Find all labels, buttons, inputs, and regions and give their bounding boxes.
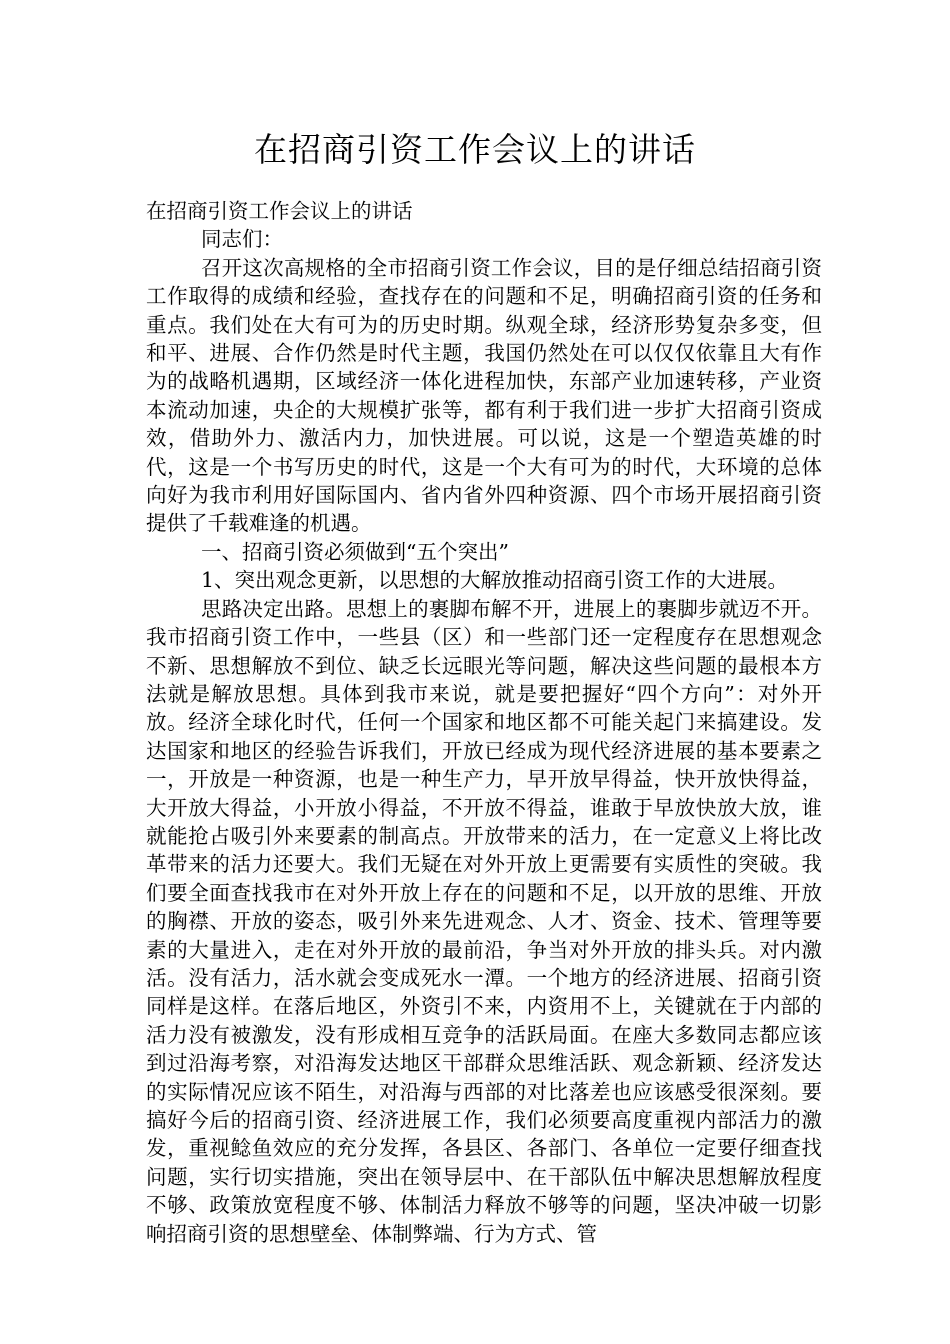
section-heading: 一、招商引资必须做到“五个突出”	[201, 539, 509, 564]
document-title: 在招商引资工作会议上的讲话	[254, 130, 696, 169]
paragraph-body: 思路决定出路。思想上的裹脚布解不开，进展上的裹脚步就迈不开。我市招商引资工作中，一些县（区）和一些部门还一定程度存在思想观念不新、思想解放不到位、缺乏长远眼光等问题，解决这些问题的最根本方法就是解放思想。具体到我市来说，就是要把握好“四个方向”：对外开放。经济全球化时代，任何一个国家和地区都不可能关起门来搞建设。发达国家和地区的经验告诉我们，开放已经成为现代经济进展的基本要素之一，开放是一种资源，也是一种生产力，早开放早得益，快开放快得益，大开放大得益，小开放小得益，不开放不得益，谁敢于早放快放大放，谁就能抢占吸引外来要素的制高点。开放带来的活力，在一定意义上将比改革带来的活力还要大。我们无疑在对外开放上更需要有实质性的突破。我们要全面查找我市在对外开放上存在的问题和不足，以开放的思维、开放的胸襟、开放的姿态，吸引外来先进观念、人才、资金、技术、管理等要素的大量进入，走在对外开放的最前沿，争当对外开放的排头兵。对内激活。没有活力，活水就会变成死水一潭。一个地方的经济进展、招商引资同样是这样。在落后地区，外资引不来，内资用不上，关键就在于内部的活力没有被激发，没有形成相互竞争的活跃局面。在座大多数同志都应该到过沿海考察，对沿海发达地区干部群众思维活跃、观念新颖、经济发达的实际情况应该不陌生，对沿海与西部的对比落差也应该感受很深刻。要搞好今后的招商引资、经济进展工作，我们必须要高度重视内部活力的激发，重视鲶鱼效应的充分发挥，各县区、各部门、各单位一定要仔细查找问题，实行切实措施，突出在领导层中、在干部队伍中解决思想解放程度不够、政策放宽程度不够、体制活力释放不够等的问题，坚决冲破一切影响招商引资的思想壁垒、体制弊端、行为方式、管	[146, 596, 822, 1246]
subsection-heading: 1、突出观念更新，以思想的大解放推动招商引资工作的大进展。	[201, 568, 789, 593]
paragraph-intro: 召开这次高规格的全市招商引资工作会议，目的是仔细总结招商引资工作取得的成绩和经验，查找存在的问题和不足，明确招商引资的任务和重点。我们处在大有可为的历史时期。纵观全球，经济形势复杂多变，但和平、进展、合作仍然是时代主题，我国仍然处在可以仅仅依靠且大有作为的战略机遇期，区域经济一体化进程加快，东部产业加速转移，产业资本流动加速，央企的大规模扩张等，都有利于我们进一步扩大招商引资成效，借助外力、激活内力，加快进展。可以说，这是一个塑造英雄的时代，这是一个书写历史的时代，这是一个大有可为的时代，大环境的总体向好为我市利用好国际国内、省内省外四种资源、四个市场开展招商引资提供了千载难逢的机遇。	[146, 255, 822, 536]
document-subtitle: 在招商引资工作会议上的讲话	[146, 199, 413, 223]
document-body	[146, 197, 822, 1248]
salutation: 同志们：	[201, 227, 283, 252]
